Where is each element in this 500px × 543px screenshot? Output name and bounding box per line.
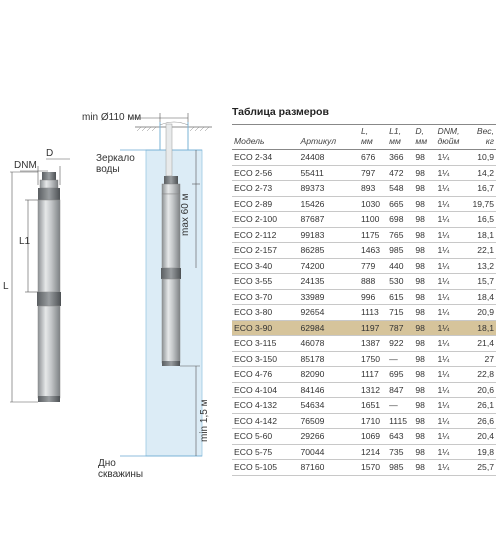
cell-d: 98 <box>413 227 435 243</box>
cell-l1: 698 <box>387 212 413 228</box>
cell-article: 82090 <box>299 367 359 383</box>
cell-article: 54634 <box>299 398 359 414</box>
cell-l: 893 <box>359 181 387 197</box>
cell-d: 98 <box>413 165 435 181</box>
cell-dnm: 1¼ <box>436 367 466 383</box>
cell-weight: 25,7 <box>466 460 496 476</box>
cell-model: ECO 3-55 <box>232 274 299 290</box>
cell-l: 1100 <box>359 212 387 228</box>
cell-weight: 15,7 <box>466 274 496 290</box>
cell-l1: 643 <box>387 429 413 445</box>
pump-inlet-ring <box>37 292 61 306</box>
cell-l1: 787 <box>387 320 413 336</box>
cell-l1: 665 <box>387 196 413 212</box>
cell-l: 676 <box>359 150 387 166</box>
table-row <box>232 274 496 290</box>
cell-weight: 18,1 <box>466 227 496 243</box>
table-row <box>232 413 496 429</box>
min-diameter-label: min Ø110 мм <box>82 112 142 123</box>
pump-hydraulic-part <box>38 200 60 292</box>
cell-article: 55411 <box>299 165 359 181</box>
cell-model: ECO 5-105 <box>232 460 299 476</box>
cell-d: 98 <box>413 258 435 274</box>
cell-article: 99183 <box>299 227 359 243</box>
pump-motor <box>38 306 60 398</box>
pump-in-well <box>161 176 181 366</box>
min-bottom-distance-label: min 1,5 м <box>199 399 210 442</box>
cell-dnm: 1¼ <box>436 413 466 429</box>
cell-l: 1069 <box>359 429 387 445</box>
cell-d: 98 <box>413 289 435 305</box>
table-row <box>232 243 496 259</box>
cell-article: 76509 <box>299 413 359 429</box>
cell-d: 98 <box>413 460 435 476</box>
cell-d: 98 <box>413 382 435 398</box>
cell-d: 98 <box>413 320 435 336</box>
dimensions-table <box>232 124 496 476</box>
cell-model: ECO 5-60 <box>232 429 299 445</box>
cell-weight: 18,4 <box>466 289 496 305</box>
cell-article: 33989 <box>299 289 359 305</box>
cell-weight: 26,1 <box>466 398 496 414</box>
table-row <box>232 196 496 212</box>
water-level-label <box>96 153 135 175</box>
cell-l: 1113 <box>359 305 387 321</box>
cell-weight: 22,8 <box>466 367 496 383</box>
cell-l1: 715 <box>387 305 413 321</box>
cell-dnm: 1¼ <box>436 243 466 259</box>
cell-article: 24408 <box>299 150 359 166</box>
cell-weight: 20,9 <box>466 305 496 321</box>
table-row <box>232 227 496 243</box>
cell-model: ECO 3-80 <box>232 305 299 321</box>
cell-dnm: 1¼ <box>436 460 466 476</box>
cell-weight: 13,2 <box>466 258 496 274</box>
cell-dnm: 1¼ <box>436 274 466 290</box>
cell-article: 86285 <box>299 243 359 259</box>
cell-article: 70044 <box>299 444 359 460</box>
header-model: Модель <box>232 125 299 150</box>
table-row <box>232 150 496 166</box>
table-header-row <box>232 125 496 150</box>
cell-l1: 472 <box>387 165 413 181</box>
cell-l1: 530 <box>387 274 413 290</box>
cell-dnm: 1¼ <box>436 181 466 197</box>
cell-weight: 16,5 <box>466 212 496 228</box>
cell-weight: 27 <box>466 351 496 367</box>
cell-l1: 922 <box>387 336 413 352</box>
cell-weight: 18,1 <box>466 320 496 336</box>
cell-model: ECO 2-100 <box>232 212 299 228</box>
cell-l1: 1115 <box>387 413 413 429</box>
table-row <box>232 212 496 228</box>
d-label: D <box>46 148 54 159</box>
cell-weight: 10,9 <box>466 150 496 166</box>
cell-d: 98 <box>413 305 435 321</box>
l-label: L <box>3 281 9 292</box>
cell-dnm: 1¼ <box>436 150 466 166</box>
cell-weight: 26,6 <box>466 413 496 429</box>
cell-article: 46078 <box>299 336 359 352</box>
discharge-pipe <box>166 124 172 176</box>
well-bottom-label-line1: Дно <box>98 458 116 469</box>
l1-label: L1 <box>19 236 31 247</box>
cell-l1: 735 <box>387 444 413 460</box>
cell-article: 87160 <box>299 460 359 476</box>
cell-model: ECO 3-90 <box>232 320 299 336</box>
cell-l: 1175 <box>359 227 387 243</box>
table-row <box>232 336 496 352</box>
cell-d: 98 <box>413 367 435 383</box>
water-level-label-line1: Зеркало <box>96 153 135 164</box>
cell-model: ECO 5-75 <box>232 444 299 460</box>
cell-article: 92654 <box>299 305 359 321</box>
cell-article: 87687 <box>299 212 359 228</box>
cell-d: 98 <box>413 181 435 197</box>
table-row <box>232 305 496 321</box>
cell-dnm: 1¼ <box>436 429 466 445</box>
cell-dnm: 1¼ <box>436 258 466 274</box>
cell-dnm: 1¼ <box>436 305 466 321</box>
table-row <box>232 429 496 445</box>
cell-model: ECO 3-150 <box>232 351 299 367</box>
cell-dnm: 1¼ <box>436 289 466 305</box>
cell-l: 1030 <box>359 196 387 212</box>
well-bottom-label <box>98 458 143 480</box>
table-row <box>232 444 496 460</box>
cell-weight: 19,8 <box>466 444 496 460</box>
water-level-label-line2: воды <box>96 164 120 175</box>
cell-l: 1387 <box>359 336 387 352</box>
cell-model: ECO 2-56 <box>232 165 299 181</box>
cell-model: ECO 4-142 <box>232 413 299 429</box>
dnm-label: DNM <box>14 160 37 171</box>
cell-model: ECO 2-157 <box>232 243 299 259</box>
cell-l: 996 <box>359 289 387 305</box>
header-d: D, мм <box>413 125 435 150</box>
table-row <box>232 258 496 274</box>
cell-article: 84146 <box>299 382 359 398</box>
cell-model: ECO 3-40 <box>232 258 299 274</box>
cell-l: 1463 <box>359 243 387 259</box>
cell-d: 98 <box>413 150 435 166</box>
header-l1: L1, мм <box>387 125 413 150</box>
cell-l: 1750 <box>359 351 387 367</box>
pump-installation-diagram <box>0 0 230 538</box>
table-row <box>232 351 496 367</box>
cell-article: 15426 <box>299 196 359 212</box>
cell-dnm: 1¼ <box>436 165 466 181</box>
cell-dnm: 1¼ <box>436 444 466 460</box>
cell-model: ECO 4-76 <box>232 367 299 383</box>
cell-d: 98 <box>413 212 435 228</box>
table-row <box>232 398 496 414</box>
ground-surface <box>135 127 212 131</box>
header-article: Артикул <box>299 125 359 150</box>
cell-article: 74200 <box>299 258 359 274</box>
cell-dnm: 1¼ <box>436 382 466 398</box>
cell-l: 1570 <box>359 460 387 476</box>
cell-dnm: 1¼ <box>436 320 466 336</box>
cell-article: 89373 <box>299 181 359 197</box>
cell-l1: 847 <box>387 382 413 398</box>
cell-l1: — <box>387 398 413 414</box>
cell-l: 1651 <box>359 398 387 414</box>
table-row <box>232 181 496 197</box>
table-row <box>232 367 496 383</box>
cell-weight: 21,4 <box>466 336 496 352</box>
header-dnm: DNM, дюйм <box>436 125 466 150</box>
cell-article: 29266 <box>299 429 359 445</box>
cell-l: 779 <box>359 258 387 274</box>
cell-model: ECO 2-89 <box>232 196 299 212</box>
cell-d: 98 <box>413 243 435 259</box>
cell-model: ECO 4-104 <box>232 382 299 398</box>
cell-article: 62984 <box>299 320 359 336</box>
cell-l1: 366 <box>387 150 413 166</box>
table-title: Таблица размеров <box>232 106 329 118</box>
cell-weight: 14,2 <box>466 165 496 181</box>
cell-l: 1117 <box>359 367 387 383</box>
cell-weight: 16,7 <box>466 181 496 197</box>
cell-model: ECO 4-132 <box>232 398 299 414</box>
cell-l1: 615 <box>387 289 413 305</box>
cell-article: 24135 <box>299 274 359 290</box>
cell-l: 1214 <box>359 444 387 460</box>
cell-dnm: 1¼ <box>436 212 466 228</box>
cell-dnm: 1¼ <box>436 398 466 414</box>
cell-weight: 19,75 <box>466 196 496 212</box>
max-depth-label: max 60 м <box>180 193 191 236</box>
cell-model: ECO 3-70 <box>232 289 299 305</box>
cell-d: 98 <box>413 196 435 212</box>
cell-d: 98 <box>413 398 435 414</box>
cell-l: 797 <box>359 165 387 181</box>
cell-dnm: 1¼ <box>436 336 466 352</box>
cell-model: ECO 2-34 <box>232 150 299 166</box>
header-l: L, мм <box>359 125 387 150</box>
cell-model: ECO 3-115 <box>232 336 299 352</box>
cell-weight: 22,1 <box>466 243 496 259</box>
cell-dnm: 1¼ <box>436 196 466 212</box>
table-row <box>232 460 496 476</box>
table-row <box>232 382 496 398</box>
cell-l1: 985 <box>387 243 413 259</box>
cell-l1: 548 <box>387 181 413 197</box>
table-body <box>232 150 496 476</box>
cell-l: 1312 <box>359 382 387 398</box>
cell-d: 98 <box>413 429 435 445</box>
cell-model: ECO 2-112 <box>232 227 299 243</box>
cell-l1: 985 <box>387 460 413 476</box>
well-bottom-label-line2: скважины <box>98 469 144 480</box>
header-weight: Вес, кг <box>466 125 496 150</box>
cell-weight: 20,6 <box>466 382 496 398</box>
dimensions-table-section <box>232 106 496 476</box>
cell-l: 1197 <box>359 320 387 336</box>
cell-l1: 695 <box>387 367 413 383</box>
standalone-pump <box>37 172 61 402</box>
cell-weight: 20,4 <box>466 429 496 445</box>
cell-d: 98 <box>413 444 435 460</box>
table-row <box>232 165 496 181</box>
cell-d: 98 <box>413 351 435 367</box>
cell-l1: — <box>387 351 413 367</box>
table-row <box>232 320 496 336</box>
cell-dnm: 1¼ <box>436 351 466 367</box>
cell-dnm: 1¼ <box>436 227 466 243</box>
cell-d: 98 <box>413 413 435 429</box>
cell-model: ECO 2-73 <box>232 181 299 197</box>
cell-l1: 765 <box>387 227 413 243</box>
cell-l: 1710 <box>359 413 387 429</box>
cell-l: 888 <box>359 274 387 290</box>
cell-d: 98 <box>413 336 435 352</box>
cell-article: 85178 <box>299 351 359 367</box>
cell-l1: 440 <box>387 258 413 274</box>
cell-d: 98 <box>413 274 435 290</box>
table-row <box>232 289 496 305</box>
